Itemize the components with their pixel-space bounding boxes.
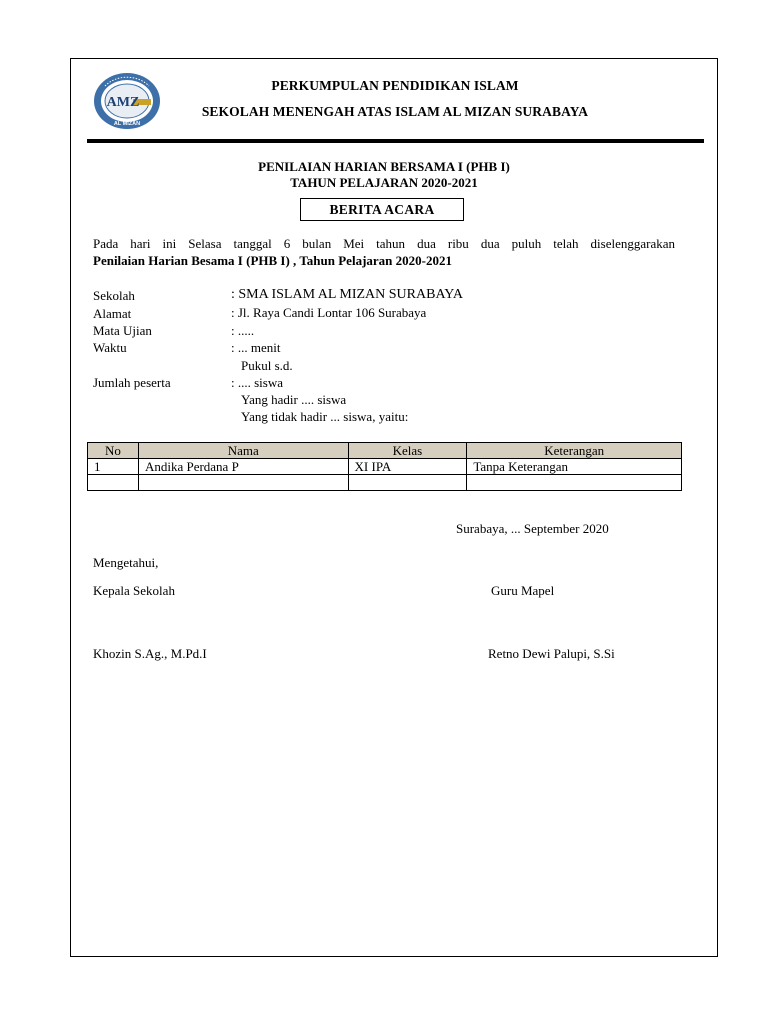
address-label: Alamat: [93, 306, 132, 321]
page-border: [70, 58, 718, 957]
school-heading: SEKOLAH MENENGAH ATAS ISLAM AL MIZAN SURABAYA: [201, 104, 589, 119]
cell-remarks: Tanpa Keterangan: [467, 459, 682, 475]
intro-line-2: Penilaian Harian Besama I (PHB I) , Tahun Pelajaran 2020-2021: [93, 253, 452, 268]
time-label: Waktu: [93, 340, 127, 355]
table-row: [88, 459, 682, 475]
school-crest-logo: [93, 72, 161, 130]
table-header-row: [88, 443, 682, 459]
absent-count: Yang tidak hadir ... siswa, yaitu:: [241, 409, 409, 424]
time-value: : ... menit: [231, 340, 281, 355]
document-type-box: BERITA ACARA: [300, 198, 464, 221]
subject-value: : .....: [231, 323, 255, 338]
org-heading: PERKUMPULAN PENDIDIKAN ISLAM: [271, 78, 519, 93]
acknowledged-label: Mengetahui,: [93, 555, 159, 570]
place-date: Surabaya, ... September 2020: [456, 521, 609, 536]
participants-value: : .... siswa: [231, 375, 283, 390]
teacher-role: Guru Mapel: [491, 583, 555, 598]
cell-class: [348, 475, 467, 491]
participants-label: Jumlah peserta: [93, 375, 171, 390]
header-divider: [87, 139, 704, 143]
cell-no: 1: [88, 459, 139, 475]
present-count: Yang hadir .... siswa: [241, 392, 347, 407]
absent-students-table: [87, 442, 682, 491]
column-header-class: Kelas: [348, 443, 467, 459]
school-label: Sekolah: [93, 288, 135, 303]
principal-role: Kepala Sekolah: [93, 583, 175, 598]
cell-name: Andika Perdana P: [138, 459, 348, 475]
academic-year: TAHUN PELAJARAN 2020-2021: [290, 175, 478, 190]
clock-range: Pukul s.d.: [241, 358, 293, 373]
teacher-name: Retno Dewi Palupi, S.Si: [488, 646, 615, 661]
exam-title: PENILAIAN HARIAN BERSAMA I (PHB I): [258, 159, 510, 174]
cell-class: XI IPA: [348, 459, 467, 475]
address-value: : Jl. Raya Candi Lontar 106 Surabaya: [231, 305, 427, 320]
intro-line-1: Pada hari ini Selasa tanggal 6 bulan Mei tahun dua ribu dua puluh telah diselenggarakan: [93, 236, 675, 251]
column-header-remarks: Keterangan: [467, 443, 682, 459]
logo-bottom-text: AL MIZAN: [113, 121, 141, 127]
cell-remarks: [467, 475, 682, 491]
school-value: : SMA ISLAM AL MIZAN SURABAYA: [231, 287, 463, 302]
column-header-name: Nama: [138, 443, 348, 459]
table-row: [88, 475, 682, 491]
cell-name: [138, 475, 348, 491]
principal-name: Khozin S.Ag., M.Pd.I: [93, 646, 207, 661]
logo-center-text: AMZ: [106, 95, 140, 110]
subject-label: Mata Ujian: [93, 323, 152, 338]
cell-no: [88, 475, 139, 491]
column-header-no: No: [88, 443, 139, 459]
